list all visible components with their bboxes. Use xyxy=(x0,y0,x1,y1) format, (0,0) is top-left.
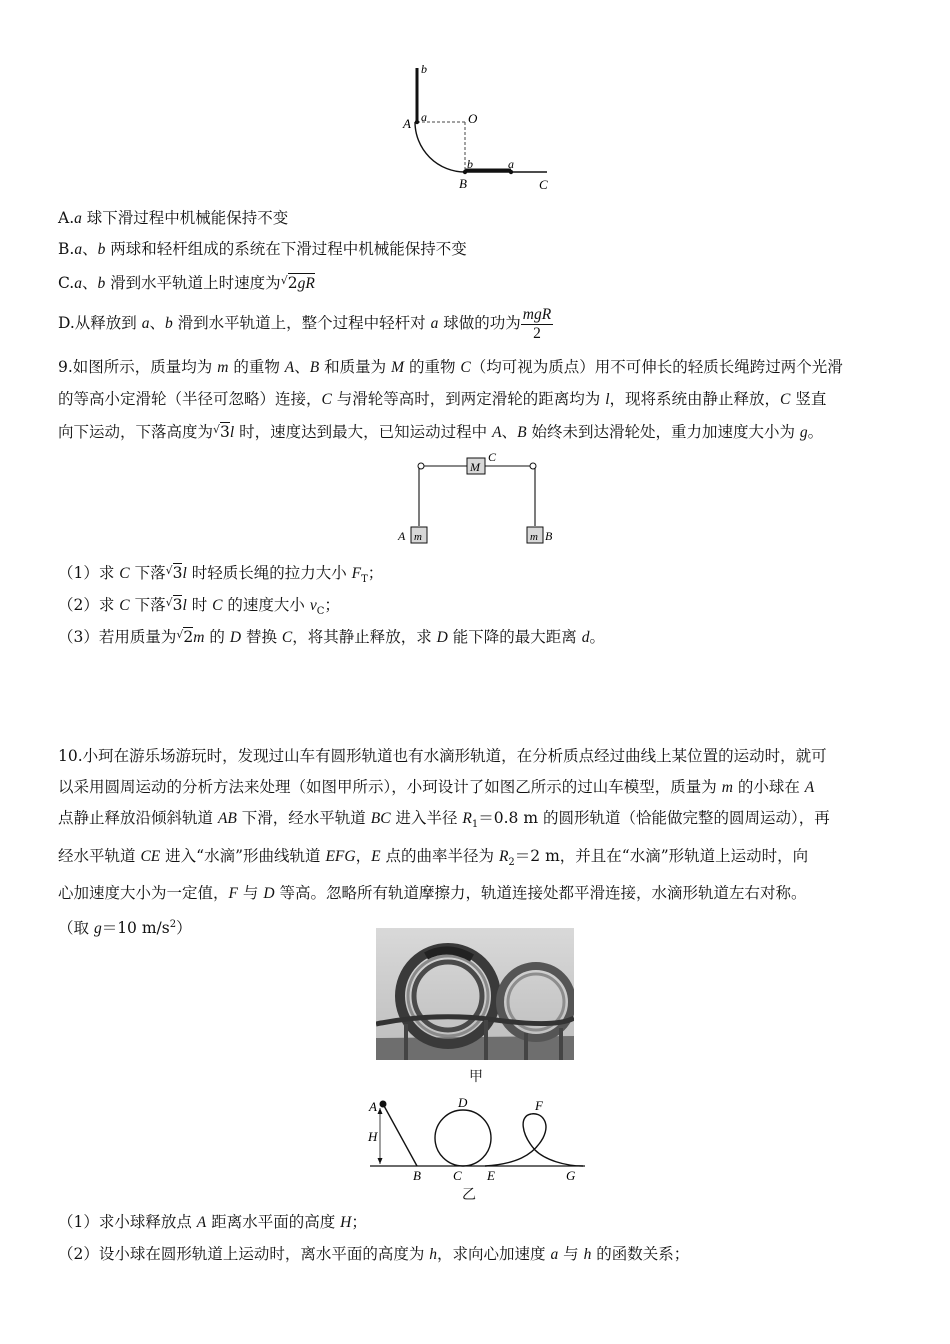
q9-sub-3: （3）若用质量为√2m 的 D 替换 C，将其静止释放，求 D 能下降的最大距离 d。 xyxy=(58,628,605,646)
quarter-arc xyxy=(415,122,465,172)
q10-line-5: 心加速度大小为一定值，F 与 D 等高。忽略所有轨道摩擦力，轨道连接处都平滑连接，水滴形轨道左右对称。 xyxy=(58,884,807,903)
q10-sub-1: （1）求小球释放点 A 距离水平面的高度 H； xyxy=(58,1213,367,1231)
option-C: C.a、b 滑到水平轨道上时速度为√2gR xyxy=(58,274,315,292)
incline-AB xyxy=(383,1104,417,1166)
q9-line-1: 9.如图所示，质量均为 m 的重物 A、B 和质量为 M 的重物 C（均可视为质点）用不可伸长的轻质长绳跨过两个光滑 xyxy=(58,358,843,376)
pulley-left xyxy=(418,463,424,469)
label-D: D xyxy=(458,1095,468,1110)
label-b-mid: b xyxy=(467,157,473,171)
q10-stem xyxy=(58,741,892,944)
q9-stem xyxy=(58,352,892,449)
ball-a-start xyxy=(415,120,419,124)
caption-yi: 乙 xyxy=(462,1187,476,1203)
caption-jia: 甲 xyxy=(469,1069,483,1085)
roller-coaster-photo xyxy=(376,928,574,1060)
label-m-left: m xyxy=(414,531,422,543)
fraction-mgR-over-2: $\frac{\text{mgR}}{2}$ xyxy=(522,305,552,342)
q9-sub-1: （1）求 C 下落√3l 时轻质长绳的拉力大小 $F_T$； xyxy=(58,564,384,586)
q9-line-3: 向下运动，下落高度为√3l 时，速度达到最大，已知运动过程中 A、B 始终未到达滑轮处，重力加速度大小为 g。 xyxy=(58,423,824,441)
label-B: B xyxy=(459,176,467,191)
q9-figure xyxy=(395,448,560,550)
label-E: E xyxy=(487,1168,495,1183)
option-B: B.a、b 两球和轻杆组成的系统在下滑过程中机械能保持不变 xyxy=(58,240,467,258)
label-b-top: b xyxy=(421,62,427,76)
label-C: C xyxy=(539,177,548,192)
q9-sub-2: （2）求 C 下落√3l 时 C 的速度大小 $v_C$； xyxy=(58,596,340,618)
label-C: C xyxy=(453,1168,462,1183)
label-A: A xyxy=(398,529,406,543)
label-M: M xyxy=(470,460,480,474)
label-A: A xyxy=(369,1099,377,1114)
label-C: C xyxy=(488,450,497,464)
circular-loop xyxy=(435,1110,491,1166)
q10-line-2: 以采用圆周运动的分析方法来处理（如图甲所示），小珂设计了如图乙所示的过山车模型，质量为 m 的小球在 A xyxy=(58,777,815,796)
label-a-left: a xyxy=(421,110,427,124)
label-A: A xyxy=(403,116,411,131)
label-H: H xyxy=(368,1129,378,1144)
label-O: O xyxy=(468,111,478,126)
label-G: G xyxy=(566,1168,576,1183)
q10-line-6: （取 g＝10 $m/s^2$） xyxy=(58,918,192,937)
option-A: A.a 球下滑过程中机械能保持不变 xyxy=(58,209,289,227)
q8-figure xyxy=(395,60,565,195)
pulley-right xyxy=(530,463,536,469)
option-D: D.从释放到 a、b 滑到水平轨道上，整个过程中轻杆对 a 球做的功为 $\frac{\text{mgR}}{2}$ xyxy=(58,305,552,342)
label-m-right: m xyxy=(530,531,538,543)
label-B: B xyxy=(413,1168,421,1183)
q9-line-2: 的等高小定滑轮（半径可忽略）连接，C 与滑轮等高时，到两定滑轮的距离均为 l，现将系统由静止释放，C 竖直 xyxy=(58,389,827,408)
label-F: F xyxy=(535,1098,543,1113)
label-a-right: a xyxy=(508,157,514,171)
q10-line-3: 点静止释放沿倾斜轨道 AB 下滑，经水平轨道 BC 进入半径 $R_1=0.8$ m 的圆形轨道（恰能做完整的圆周运动），再 xyxy=(58,809,830,831)
track-model-figure xyxy=(365,1094,590,1184)
ball-at-A xyxy=(380,1101,387,1108)
q10-sub-2: （2）设小球在圆形轨道上运动时，离水平面的高度为 h，求向心加速度 a 与 h 的函数关系； xyxy=(58,1245,690,1263)
teardrop-track xyxy=(485,1114,583,1166)
q10-line-1: 10.小珂在游乐场游玩时，发现过山车有圆形轨道也有水滴形轨道，在分析质点经过曲线上某位置的运动时，就可 xyxy=(58,747,827,765)
label-B: B xyxy=(545,529,553,543)
q10-line-4: 经水平轨道 CE 进入“水滴”形曲线轨道 EFG，E 点的曲率半径为 $R_2=2$ m，并且在“水滴”形轨道上运动时，向 xyxy=(58,846,809,868)
